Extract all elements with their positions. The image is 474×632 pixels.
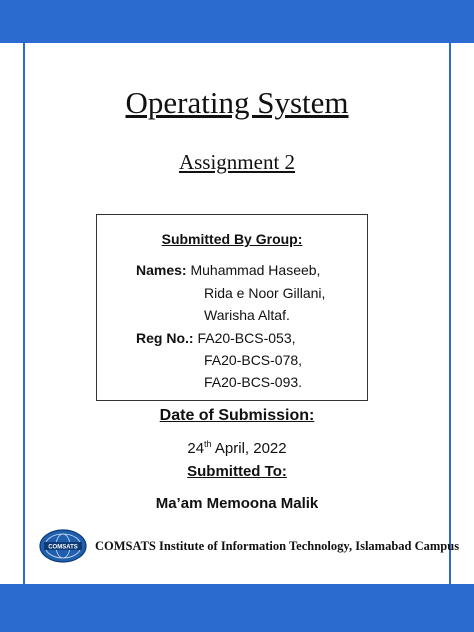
- top-color-band: [0, 0, 474, 43]
- member-name: Warisha Altaf.: [204, 307, 290, 323]
- names-label: Names:: [136, 262, 187, 278]
- reg-line: [136, 330, 296, 346]
- group-heading: Submitted By Group:: [161, 231, 303, 247]
- reg-number: FA20-BCS-078,: [204, 352, 303, 368]
- instructor-name: Ma’am Memoona Malik: [155, 495, 319, 512]
- reg-number: FA20-BCS-093.: [204, 374, 303, 390]
- names-line: [136, 262, 320, 278]
- comsats-logo-icon: [38, 528, 88, 564]
- reg-number: FA20-BCS-053,: [197, 330, 296, 346]
- assignment-subtitle: Assignment 2: [178, 150, 296, 174]
- submitted-to-heading: Submitted To:: [187, 463, 287, 480]
- document-title: Operating System: [125, 85, 349, 120]
- member-name: Rida e Noor Gillani,: [204, 285, 326, 301]
- group-info-box: [96, 214, 368, 401]
- institute-name: COMSATS Institute of Information Technology, Islamabad Campus: [95, 539, 460, 553]
- date-rest: April, 2022: [211, 440, 287, 457]
- date-heading: Date of Submission:: [159, 407, 315, 424]
- bottom-color-band: [0, 584, 474, 632]
- member-name: Muhammad Haseeb,: [190, 262, 321, 278]
- logo-text: COMSATS: [48, 544, 78, 551]
- submission-date: [0, 439, 474, 457]
- reg-label: Reg No.:: [136, 330, 194, 346]
- date-suffix: th: [204, 439, 212, 449]
- date-day: 24: [187, 440, 205, 457]
